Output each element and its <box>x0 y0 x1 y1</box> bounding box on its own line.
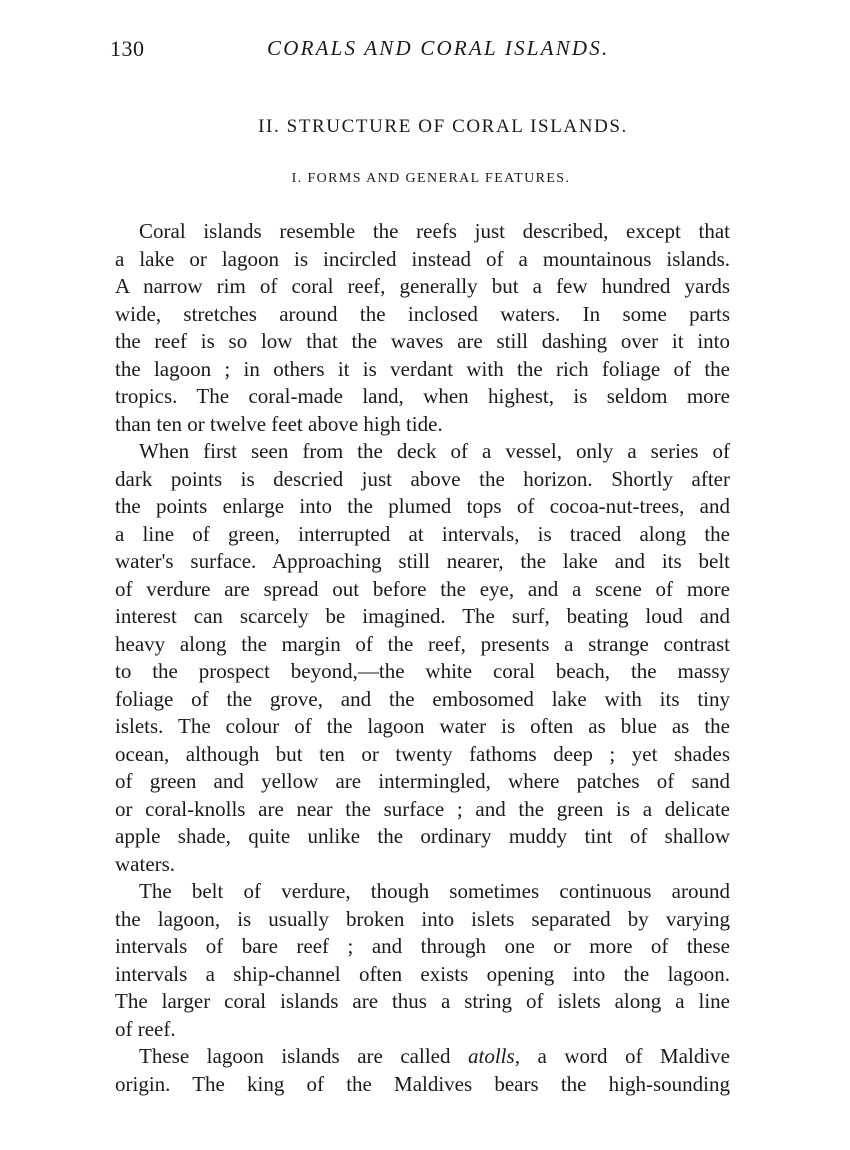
paragraph-2 <box>115 438 730 878</box>
text-line: apple shade, quite unlike the ordinary muddy tint of shallow <box>115 824 730 848</box>
paragraph-3 <box>115 878 730 1043</box>
text-line: intervals a ship-channel often exists opening into the lagoon. <box>115 961 730 986</box>
text-line: When first seen from the deck of a vessel, only a series of <box>139 439 730 463</box>
text-line: of verdure are spread out before the eye, and a scene of more <box>115 576 730 601</box>
text-fragment: , a word of Maldive <box>514 1044 730 1068</box>
text-line: tropics. The coral-made land, when highest, is seldom more <box>115 384 730 408</box>
text-line: of reef. <box>115 1016 176 1041</box>
text-line: the lagoon ; in others it is verdant with the rich foliage of the <box>115 356 730 381</box>
text-line: ocean, although but ten or twenty fathoms deep ; yet shades <box>115 741 730 766</box>
text-line: interest can scarcely be imagined. The surf, beating loud and <box>115 604 730 628</box>
text-line: or coral-knolls are near the surface ; and the green is a delicate <box>115 796 730 821</box>
subsection-heading: I. FORMS AND GENERAL FEATURES. <box>291 171 571 186</box>
text-line: the lagoon, is usually broken into islets separated by varying <box>115 906 730 931</box>
running-head <box>110 36 740 66</box>
page-number: 130 <box>110 36 145 61</box>
text-line: waters. <box>115 851 176 876</box>
text-line: to the prospect beyond,—the white coral beach, the massy <box>115 659 730 683</box>
text-line: the points enlarge into the plumed tops of cocoa-nut-trees, and <box>115 494 730 518</box>
text-line: wide, stretches around the inclosed waters. In some parts <box>115 301 730 326</box>
text-line: islets. The colour of the lagoon water is often as blue as the <box>115 714 730 738</box>
text-line: than ten or twelve feet above high tide. <box>115 411 443 436</box>
text-line: The larger coral islands are thus a string of islets along a line <box>115 989 730 1013</box>
text-line: intervals of bare reef ; and through one or more of these <box>115 934 730 958</box>
paragraph-4 <box>115 1043 730 1098</box>
text-line: foliage of the grove, and the embosomed lake with its tiny <box>115 686 730 711</box>
text-line: dark points is descried just above the horizon. Shortly after <box>115 466 730 491</box>
text-line: water's surface. Approaching still nearer, the lake and its belt <box>115 549 730 573</box>
text-line: The belt of verdure, though sometimes continuous around <box>139 879 730 903</box>
text-line: origin. The king of the Maldives bears the high-sounding <box>115 1071 730 1096</box>
text-line: Coral islands resemble the reefs just described, except that <box>139 219 730 243</box>
section-heading: II. STRUCTURE OF CORAL ISLANDS. <box>258 116 628 137</box>
text-line: a lake or lagoon is incircled instead of a mountainous islands. <box>115 246 730 271</box>
text-fragment: These lagoon islands are called <box>139 1044 451 1068</box>
text-line <box>115 1043 730 1071</box>
text-line: of green and yellow are intermingled, where patches of sand <box>115 769 730 793</box>
text-line: a line of green, interrupted at intervals, is traced along the <box>115 521 730 546</box>
italic-term: atolls <box>468 1044 515 1068</box>
text-line: heavy along the margin of the reef, presents a strange contrast <box>115 631 730 656</box>
body-text <box>115 218 730 1098</box>
text-line: the reef is so low that the waves are still dashing over it into <box>115 329 730 353</box>
running-title: CORALS AND CORAL ISLANDS. <box>267 36 610 60</box>
paragraph-1 <box>115 218 730 438</box>
text-line: A narrow rim of coral reef, generally but a few hundred yards <box>115 274 730 298</box>
